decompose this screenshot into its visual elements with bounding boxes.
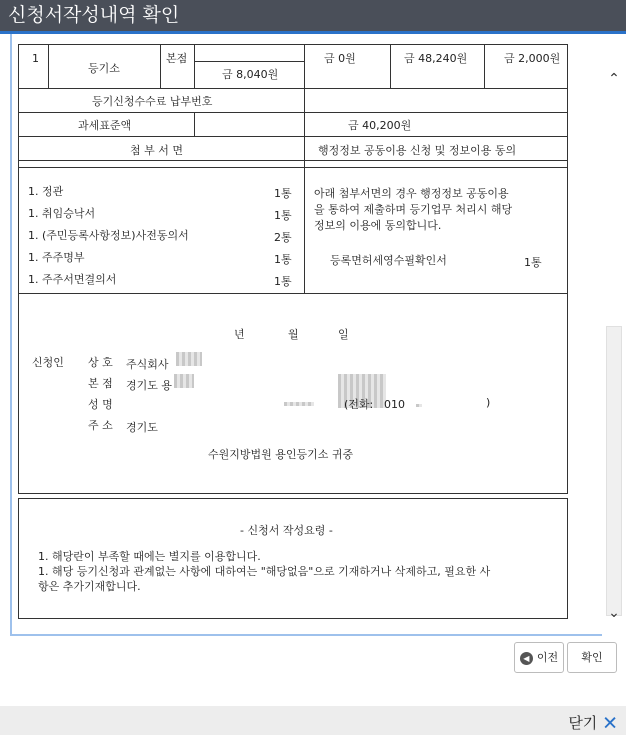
person-name-label: 성 명 xyxy=(88,398,113,411)
consent-header: 행정정보 공동이용 신청 및 정보이용 동의 xyxy=(318,144,517,157)
phone-value: 010 xyxy=(384,398,405,411)
fee-amount-2: 금 0원 xyxy=(324,52,356,65)
applicant-section xyxy=(18,293,568,494)
vertical-scrollbar[interactable] xyxy=(602,34,626,636)
application-document xyxy=(18,52,590,636)
fee-main-label: 본점 xyxy=(166,52,188,65)
address-value: 경기도 xyxy=(126,421,158,434)
guide-title: - 신청서 작성요령 - xyxy=(240,524,333,537)
date-day: 일 xyxy=(338,328,349,341)
address-label: 주 소 xyxy=(88,419,113,432)
scroll-down-icon[interactable]: ⌄ xyxy=(608,605,620,621)
redacted-name xyxy=(176,352,202,366)
redacted-phone xyxy=(416,404,422,407)
attachment-item-label: 1. 취임승낙서 xyxy=(28,207,96,220)
confirm-button[interactable] xyxy=(567,642,617,673)
consent-line: 아래 첨부서면의 경우 행정정보 공동이용 xyxy=(314,187,509,200)
company-name-label: 상 호 xyxy=(88,356,113,369)
consent-line: 을 통하여 제출하며 등기업무 처리시 해당 xyxy=(314,203,513,216)
date-year: 년 xyxy=(234,328,245,341)
office-label: 본 점 xyxy=(88,377,113,390)
attachment-item-label: 1. 주주서면결의서 xyxy=(28,273,117,286)
close-icon: ✕ xyxy=(602,712,618,735)
fee-office-label: 등기소 xyxy=(88,62,120,75)
prev-button-label: 이전 xyxy=(536,651,559,664)
fee-amount-1: 금 8,040원 xyxy=(222,68,279,81)
scroll-up-icon[interactable]: ⌃ xyxy=(608,71,620,87)
guide-line: 1. 해당 등기신청과 관계없는 사항에 대하여는 "해당없음"으로 기재하거나 삭제하고, 필요한 사 xyxy=(38,565,491,578)
phone-close: ) xyxy=(486,396,491,409)
window-title: 신청서작성내역 확인 xyxy=(8,4,180,26)
redacted-person xyxy=(284,402,314,406)
scrollbar-thumb[interactable] xyxy=(606,326,622,616)
fee-payment-label: 등기신청수수료 납부번호 xyxy=(92,95,213,108)
applicant-label: 신청인 xyxy=(32,356,64,369)
document-viewer[interactable] xyxy=(10,34,610,636)
attachment-item-count: 1통 xyxy=(274,275,292,288)
attachment-item-count: 1통 xyxy=(274,253,292,266)
consent-line: 정보의 이용에 동의합니다. xyxy=(314,219,442,232)
attachments-header: 첨 부 서 면 xyxy=(130,144,183,157)
fee-row-number: 1 xyxy=(32,52,39,65)
company-name-value: 주식회사 xyxy=(126,358,169,371)
dialog-footer xyxy=(0,706,626,735)
guide-line: 항은 추가기재합니다. xyxy=(38,580,141,593)
confirm-button-label: 확인 xyxy=(581,651,603,664)
attachment-item-label: 1. 주주명부 xyxy=(28,251,85,264)
prev-button[interactable] xyxy=(514,642,564,673)
date-month: 월 xyxy=(288,328,299,341)
phone-label: (전화: xyxy=(344,398,374,411)
fee-amount-3: 금 48,240원 xyxy=(404,52,468,65)
attachment-item-label: 1. (주민등록사항정보)사전동의서 xyxy=(28,229,189,242)
court-name: 수원지방법원 용인등기소 귀중 xyxy=(208,448,354,461)
attachment-item-label: 1. 정관 xyxy=(28,185,64,198)
tax-base-label: 과세표준액 xyxy=(78,119,132,132)
window-titlebar xyxy=(0,0,626,34)
attachment-item-count: 1통 xyxy=(274,187,292,200)
attachment-item-count: 1통 xyxy=(274,209,292,222)
fee-amount-4: 금 2,000원 xyxy=(504,52,561,65)
guide-line: 1. 해당란이 부족할 때에는 별지를 이용합니다. xyxy=(38,550,261,563)
attachment-item-count: 2통 xyxy=(274,231,292,244)
consent-item-label: 등록면허세영수필확인서 xyxy=(330,254,447,267)
close-button[interactable] xyxy=(568,712,618,735)
consent-item-count: 1통 xyxy=(524,256,542,269)
tax-base-value: 금 40,200원 xyxy=(348,119,412,132)
office-value: 경기도 용 xyxy=(126,379,173,392)
redacted-office xyxy=(174,374,194,388)
close-button-label: 닫기 xyxy=(568,714,598,732)
chevron-left-icon: ◀ xyxy=(520,652,533,665)
